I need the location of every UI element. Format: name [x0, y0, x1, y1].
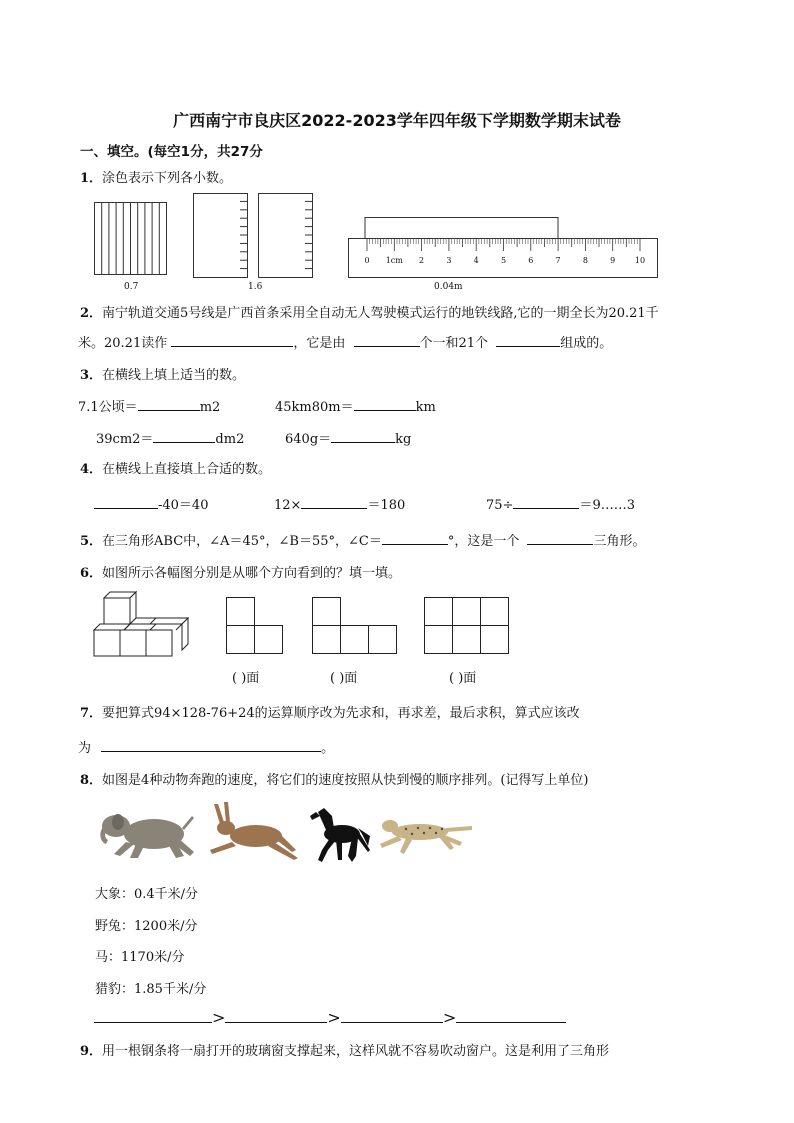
section-heading: 一、填空。(每空1分，共27分 [80, 144, 263, 160]
ruler-tick-label: 5 [500, 256, 507, 265]
answer-blank[interactable] [354, 332, 420, 347]
q3-expr: 640g＝ [285, 432, 332, 447]
q4-expr: 75÷ [486, 498, 514, 513]
q4-item-3 [486, 494, 635, 513]
answer-blank[interactable] [153, 428, 215, 443]
q4-item-1 [94, 494, 208, 513]
answer-blank[interactable] [301, 494, 367, 509]
question-number: 7． [80, 706, 103, 721]
answer-blank[interactable] [171, 332, 293, 347]
greater-than-sign: > [442, 1008, 457, 1027]
q2-part2: ，它是由 [293, 336, 346, 351]
answer-blank[interactable] [94, 1008, 212, 1023]
q4-item-2 [274, 494, 405, 513]
grid-label-2: 1.6 [248, 282, 263, 292]
decimal-bar-2 [258, 193, 314, 279]
question-text: 如图是4种动物奔跑的速度，将它们的速度按照从快到慢的顺序排列。(记得写上单位) [102, 773, 589, 788]
decimal-bar-1 [193, 193, 249, 279]
question-number: 1． [80, 171, 103, 186]
q3-unit: dm2 [215, 432, 245, 447]
decimal-grid-0.7 [94, 202, 168, 276]
question-text: 在横线上直接填上合适的数。 [102, 462, 272, 477]
answer-blank[interactable] [101, 737, 321, 752]
q4-expr: -40＝40 [158, 498, 209, 513]
question-1 [80, 167, 232, 186]
ruler-tick-label: 2 [419, 256, 425, 265]
question-number: 9． [80, 1044, 103, 1059]
ruler-label: 0.04m [434, 282, 463, 292]
grid-label-1: 0.7 [124, 282, 139, 292]
question-number: 8． [80, 773, 103, 788]
view-figure-3 [424, 597, 512, 655]
question-text: 涂色表示下列各小数。 [102, 171, 233, 186]
answer-blank[interactable] [331, 428, 395, 443]
speed-hare: 野兔：1200米/分 [95, 919, 198, 934]
q7-part2: 。 [321, 741, 335, 756]
question-7-line1 [80, 702, 580, 721]
q2-part1: 米。20.21读作 [78, 336, 168, 351]
cube-stack-figure [94, 590, 190, 660]
q3-item-a2 [275, 396, 436, 415]
q3-expr: 45km80m＝ [275, 400, 354, 415]
question-3 [80, 364, 245, 383]
q3-expr: 7.1公顷＝ [78, 400, 138, 415]
question-2-line2 [78, 332, 612, 351]
speed-horse: 马：1170米/分 [95, 950, 185, 965]
q3-item-b1 [96, 428, 244, 447]
q4-expr: 12× [274, 498, 302, 513]
answer-blank[interactable] [94, 494, 158, 509]
q4-expr: ＝9……3 [579, 498, 635, 513]
view-answer-3[interactable]: ( )面 [449, 671, 477, 686]
ruler-tick-label: 4 [473, 256, 479, 265]
question-text: 如图所示各幅图分别是从哪个方向看到的？填一填。 [102, 566, 402, 581]
answer-blank[interactable] [382, 530, 448, 545]
ruler-tick-label: 6 [528, 256, 534, 265]
answer-blank[interactable] [527, 530, 593, 545]
question-9 [80, 1040, 609, 1059]
question-text: 要把算式94×128-76+24的运算顺序改为先求和，再求差，最后求积，算式应该改 [102, 706, 580, 721]
question-number: 5． [80, 534, 103, 549]
answer-blank[interactable] [354, 396, 416, 411]
question-number: 2． [80, 306, 103, 321]
q8-order-line [94, 1008, 566, 1027]
q5-part2: °，这是一个 [447, 534, 520, 549]
question-4 [80, 458, 271, 477]
answer-blank[interactable] [341, 1008, 443, 1023]
question-number: 3． [80, 368, 103, 383]
ruler-tick-label: 3 [446, 256, 452, 265]
ruler-tick-label: 8 [582, 256, 588, 265]
question-text: 用一根钢条将一扇打开的玻璃窗支撑起来，这样风就不容易吹动窗户。这是利用了三角形 [102, 1044, 610, 1059]
greater-than-sign: > [212, 1008, 226, 1027]
q3-unit: km [415, 400, 436, 415]
answer-blank[interactable] [225, 1008, 327, 1023]
hare-image [204, 802, 300, 862]
greater-than-sign: > [327, 1008, 341, 1027]
horse-image [308, 806, 372, 866]
view-figure-2 [312, 597, 400, 655]
speed-elephant: 大象：0.4千米/分 [95, 887, 199, 902]
view-answer-1[interactable]: ( )面 [232, 671, 260, 686]
ruler-tick-label: 9 [610, 256, 616, 265]
answer-blank[interactable] [138, 396, 200, 411]
question-text: 南宁轨道交通5号线是广西首条采用全自动无人驾驶模式运行的地铁线路,它的一期全长为20.21千 [102, 306, 659, 321]
ruler [348, 217, 660, 279]
ruler-tick-label: 1cm [385, 256, 403, 265]
q3-expr: 39cm2＝ [96, 432, 154, 447]
q3-item-a1 [78, 396, 220, 415]
question-number: 4． [80, 462, 103, 477]
question-2-line1 [80, 302, 659, 321]
q2-part4: 组成的。 [560, 336, 613, 351]
question-6 [80, 562, 401, 581]
view-figure-1 [226, 597, 286, 655]
cheetah-image [376, 814, 474, 856]
question-text: 在横线上填上适当的数。 [102, 368, 246, 383]
q2-part3: 个一和21个 [419, 336, 489, 351]
ruler-tick-label: 10 [634, 256, 646, 265]
elephant-image [96, 808, 196, 864]
answer-blank[interactable] [513, 494, 579, 509]
answer-blank[interactable] [456, 1008, 566, 1023]
q3-unit: kg [395, 432, 412, 447]
speed-cheetah: 猎豹：1.85千米/分 [95, 982, 207, 997]
question-5 [80, 530, 646, 549]
page-title: 广西南宁市良庆区2022-2023学年四年级下学期数学期末试卷 [173, 111, 621, 130]
question-number: 6． [80, 566, 103, 581]
ruler-tick-label: 7 [555, 256, 561, 265]
view-answer-2[interactable]: ( )面 [330, 671, 358, 686]
question-7-line2 [78, 737, 334, 756]
answer-blank[interactable] [496, 332, 560, 347]
ruler-tick-label: 0 [364, 256, 370, 265]
q7-part1: 为 [78, 741, 92, 756]
q4-expr: ＝180 [367, 498, 406, 513]
q5-part1: 在三角形ABC中，∠A＝45°，∠B＝55°，∠C＝ [102, 534, 382, 549]
q3-unit: m2 [199, 400, 221, 415]
question-8 [80, 769, 588, 788]
q5-part3: 三角形。 [593, 534, 646, 549]
q3-item-b2 [285, 428, 411, 447]
